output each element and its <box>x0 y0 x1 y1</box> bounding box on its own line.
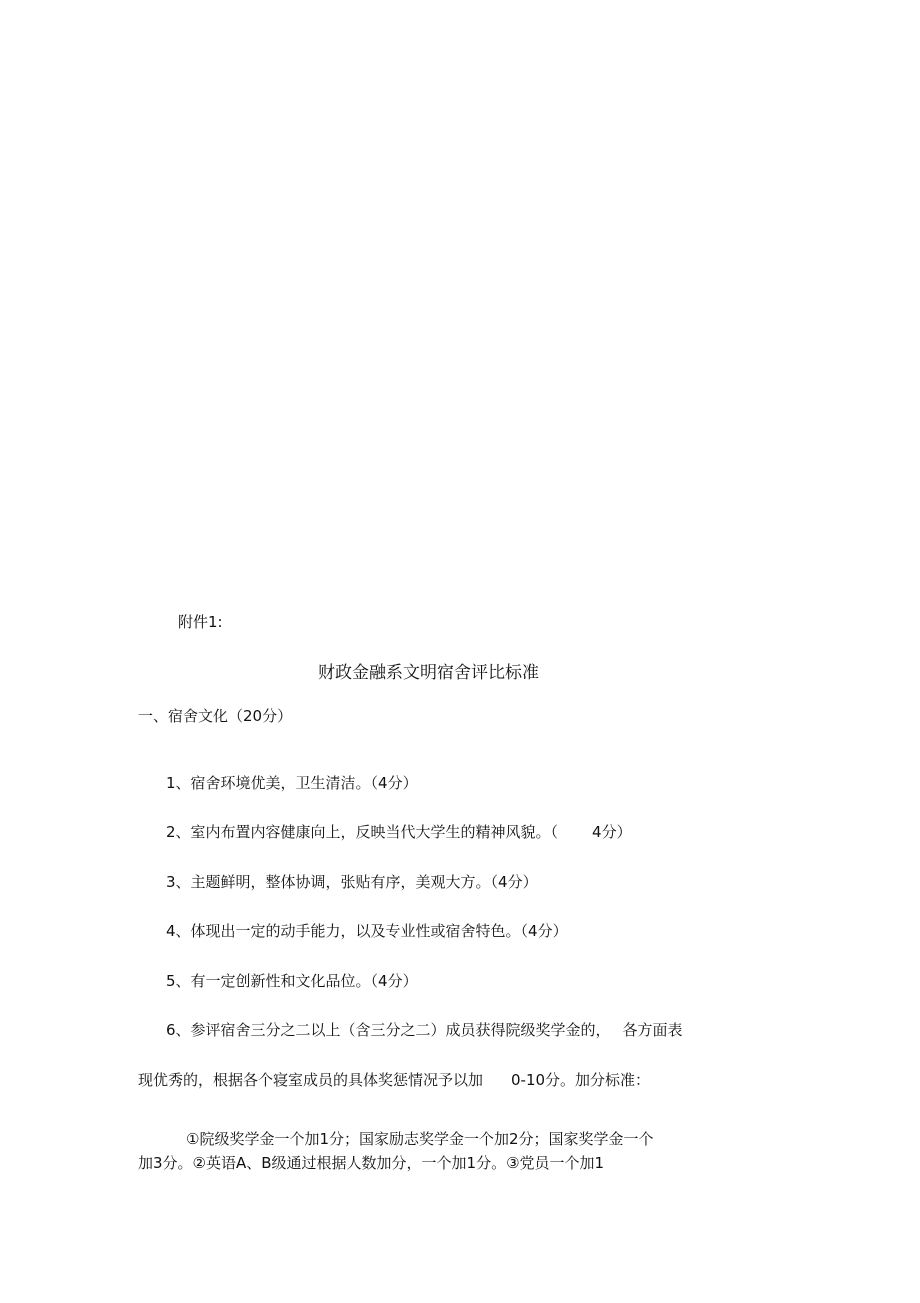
list-item <box>166 822 632 842</box>
list-item-text: 2、室内布置内容健康向上，反映当代大学生的精神风貌。（ <box>166 823 559 841</box>
list-item-text: 现优秀的，根据各个寝室成员的具体奖惩情况予以加 <box>138 1071 484 1089</box>
list-item-text: 6、参评宿舍三分之二以上（含三分之二）成员获得院级奖学金的， <box>166 1021 611 1039</box>
list-item-text: 各方面表 <box>622 1021 683 1039</box>
list-item: 5、有一定创新性和文化品位。（4分） <box>166 972 418 990</box>
list-item: 1、宿舍环境优美，卫生清洁。（4分） <box>166 774 418 792</box>
list-item-continuation <box>138 1070 650 1090</box>
list-item <box>166 1020 683 1040</box>
list-item: 3、主题鲜明，整体协调，张贴有序，美观大方。（4分） <box>166 873 538 891</box>
list-item: 4、体现出一定的动手能力，以及专业性或宿舍特色。（4分） <box>166 922 568 940</box>
criteria-text: 加3分。②英语A、B级通过根据人数加分，一个加1分。③党员一个加1 <box>138 1154 605 1172</box>
criteria-text: ①院级奖学金一个加1分；国家励志奖学金一个加2分；国家奖学金一个 <box>186 1130 654 1148</box>
page-title: 财政金融系文明宿舍评比标准 <box>318 663 539 683</box>
list-item-text: 4分） <box>592 823 632 841</box>
attachment-label: 附件1: <box>178 613 223 631</box>
list-item-text: 0-10分。加分标准： <box>511 1071 651 1089</box>
section-heading: 一、宿舍文化（20分） <box>138 707 293 725</box>
